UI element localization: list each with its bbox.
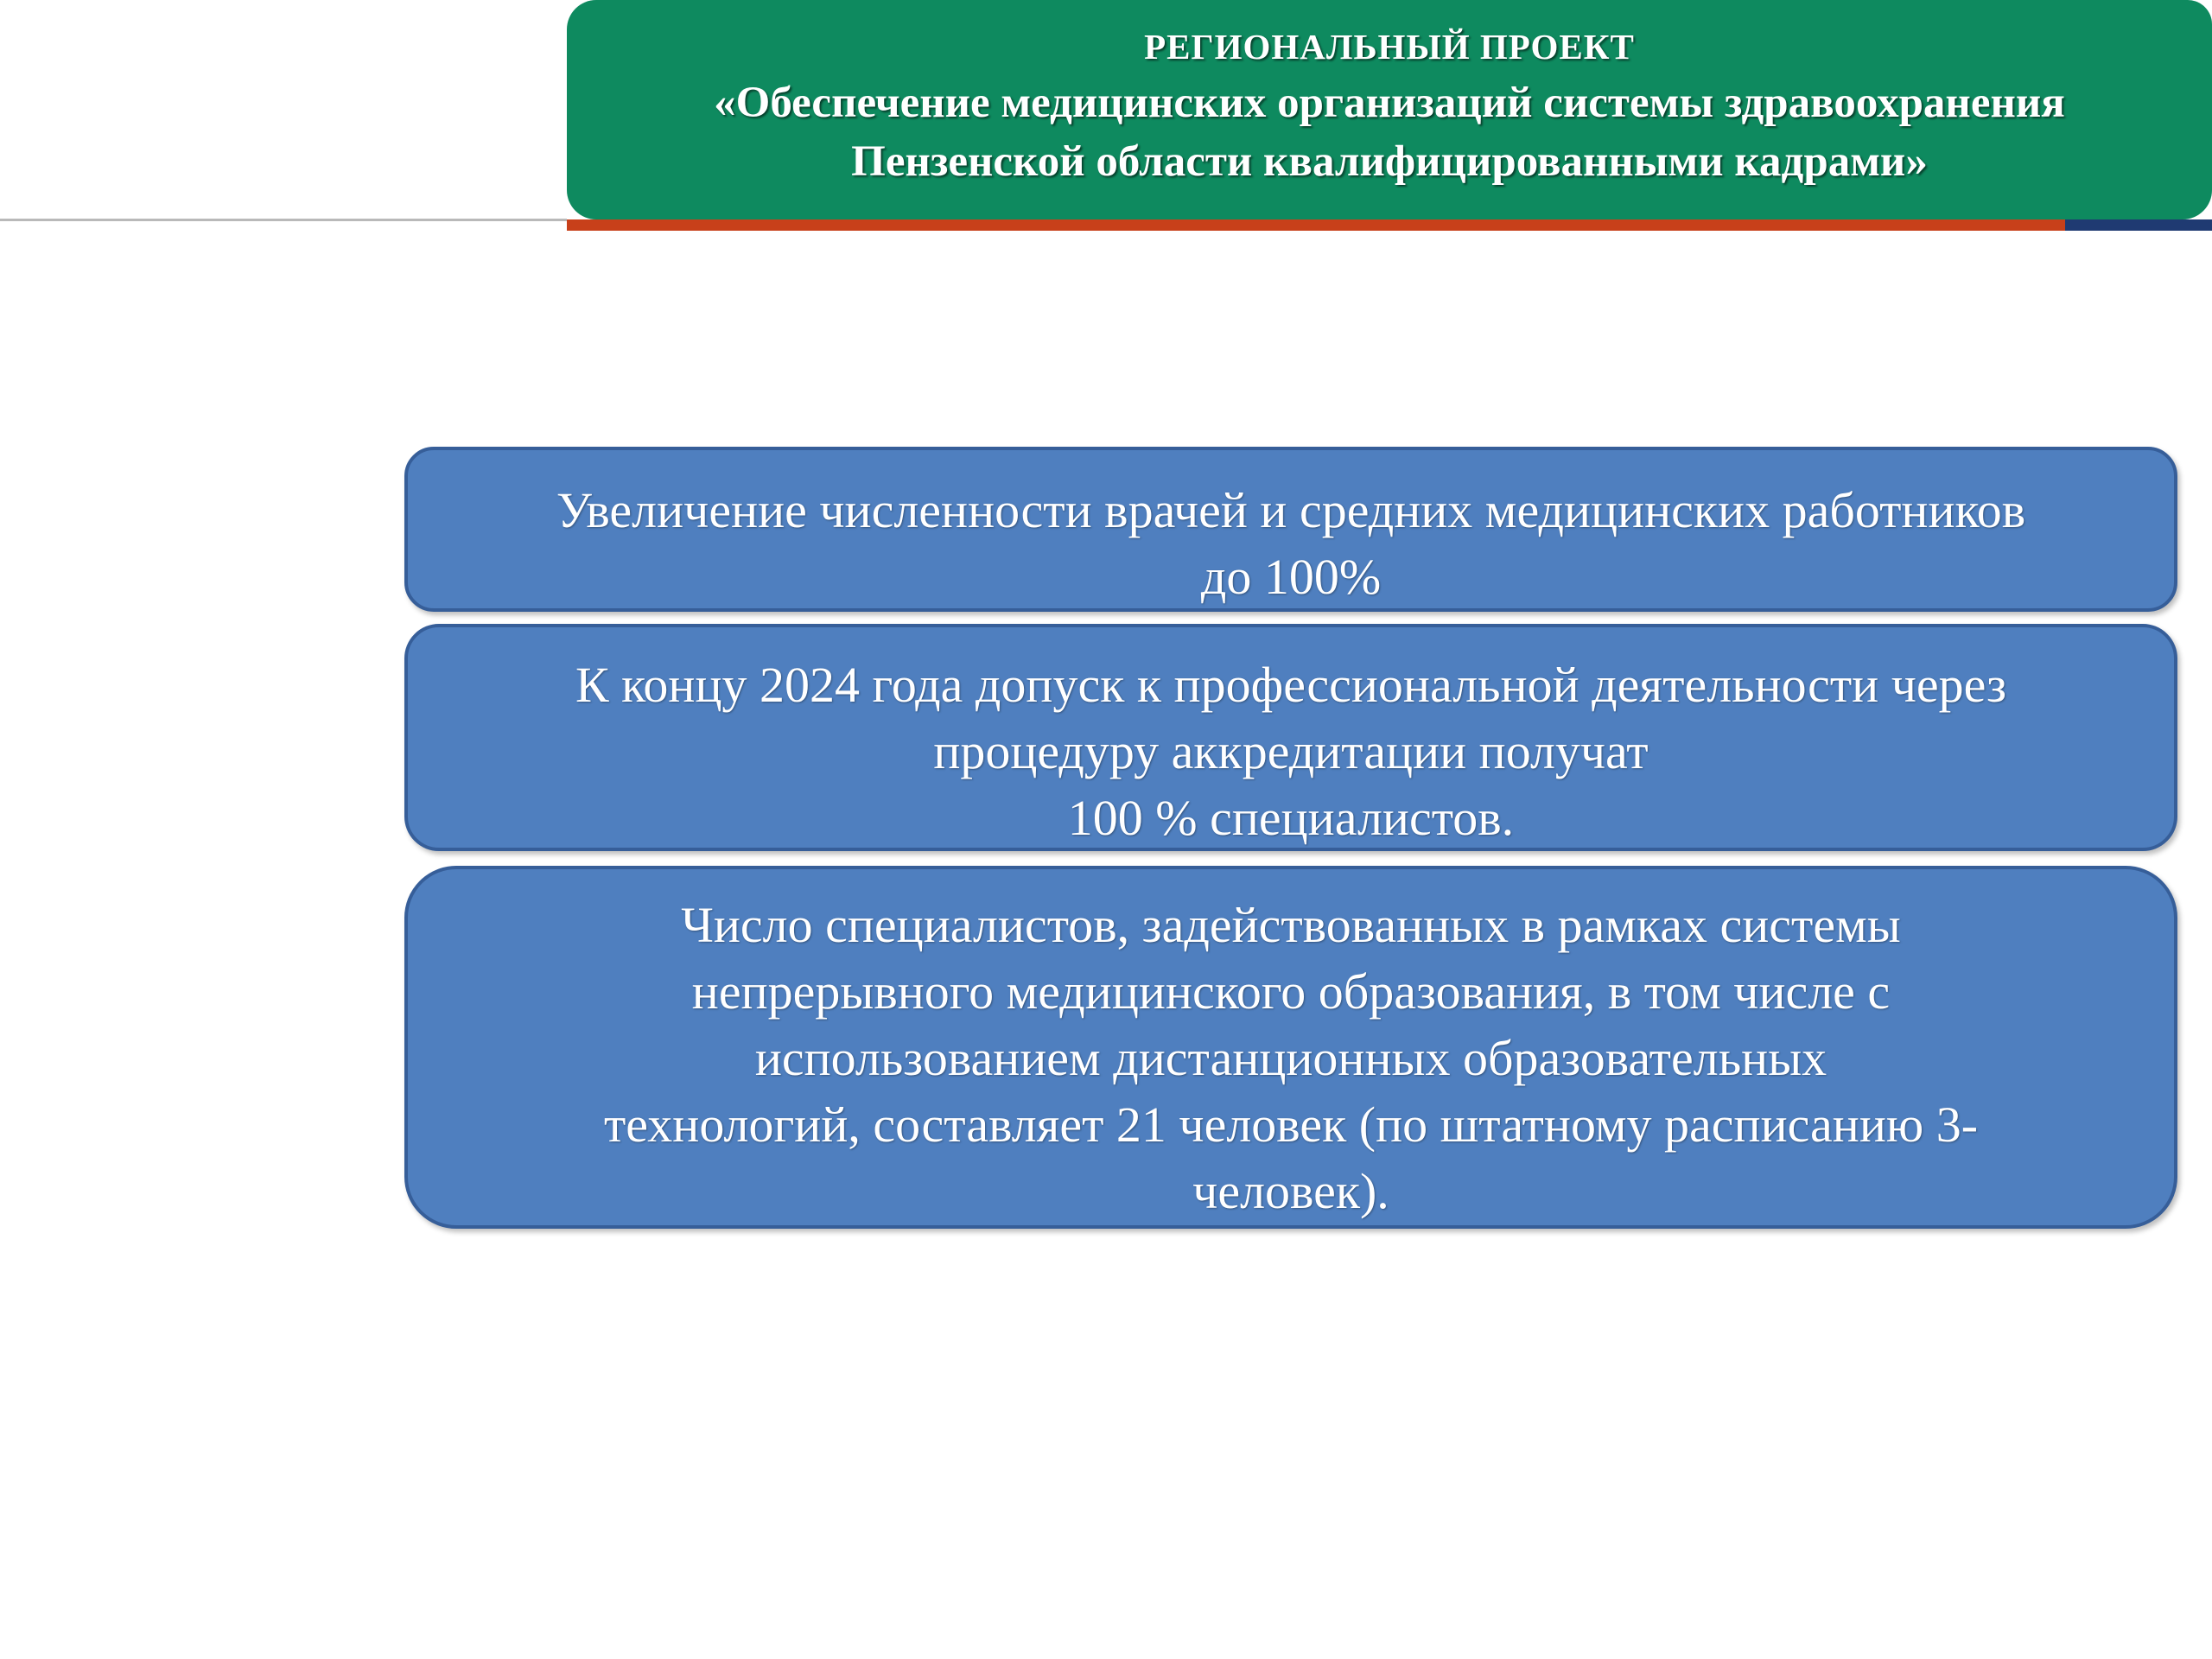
header-banner [567,0,2212,219]
info-box-accreditation [404,624,2177,851]
header-stripe-blue [2065,219,2212,231]
info-box-staffing [404,447,2177,612]
info-box-text: Число специалистов, задействованных в рамках системы непрерывного медицинского образования, в том числе с использованием дистанционных образовательных технологий, составляет 21 человек (по штатному расписанию 3- человек). [603,897,1979,1219]
header-kicker: РЕГИОНАЛЬНЫЙ ПРОЕКТ [1144,27,1635,67]
header-divider-line [0,219,567,221]
page-title: «Обеспечение медицинских организаций системы здравоохранения Пензенской области квалифицированными кадрами» [714,79,2065,186]
info-box-text: К концу 2024 года допуск к профессиональной деятельности через процедуру аккредитации получат 100 % специалистов. [575,657,2006,846]
header-stripe-red [567,219,2065,231]
info-box-continuing-education [404,866,2177,1229]
info-box-text: Увеличение численности врачей и средних медицинских работников до 100% [556,482,2026,605]
